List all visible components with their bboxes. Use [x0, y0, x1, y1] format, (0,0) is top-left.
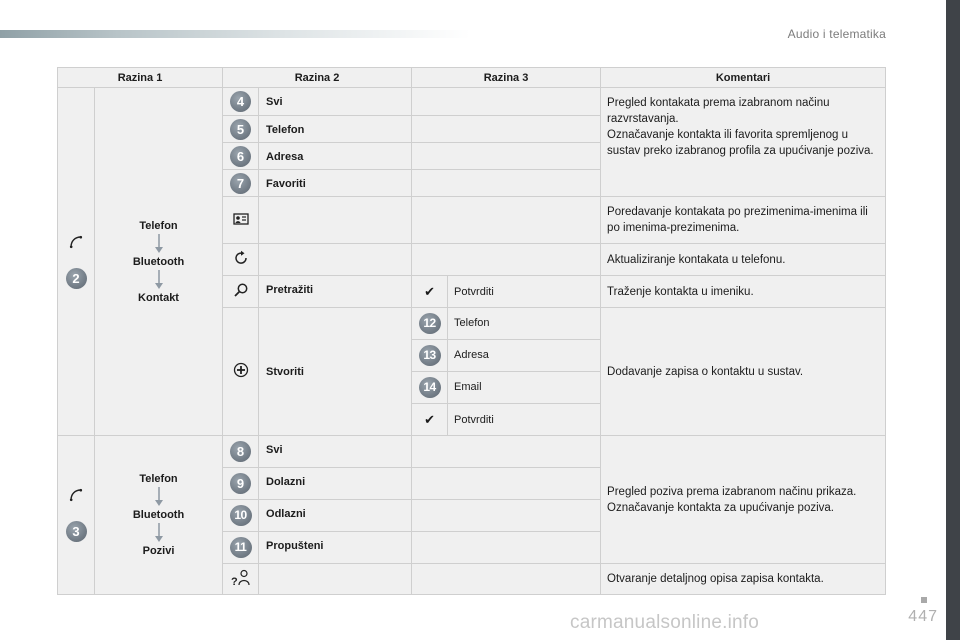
comment-cell: Otvaranje detaljnog opisa zapisa kontakta.: [601, 564, 886, 595]
level2-label: Pretražiti: [259, 276, 412, 308]
menu-table: [57, 67, 886, 595]
step-badge: 10: [230, 505, 252, 526]
level2-label: Odlazni: [259, 500, 412, 532]
badge-cell: [223, 170, 259, 197]
badge-cell: [223, 532, 259, 564]
page-marker: [921, 597, 927, 603]
empty-cell: [412, 143, 601, 170]
contact-card-icon: [233, 217, 249, 229]
arrow-down-icon: [154, 270, 164, 290]
arrow-down-icon: [154, 487, 164, 507]
arrow-down-icon: [154, 523, 164, 543]
empty-cell: [412, 468, 601, 500]
level3-label: Adresa: [448, 340, 601, 372]
level2-label: Svi: [259, 88, 412, 116]
step-badge: 9: [230, 473, 251, 494]
icon-cell: [223, 276, 259, 308]
icon-cell: [223, 564, 259, 595]
path-step: Bluetooth: [132, 255, 185, 268]
empty-cell: [412, 500, 601, 532]
level2-label: Adresa: [259, 143, 412, 170]
column-header: Razina 2: [223, 68, 412, 88]
icon-cell: [412, 404, 448, 436]
icon-cell: [223, 308, 259, 436]
column-header: Komentari: [601, 68, 886, 88]
section-title: Audio i telematika: [787, 27, 886, 41]
badge-cell: [223, 143, 259, 170]
empty-cell: [412, 244, 601, 276]
path-step: Pozivi: [142, 545, 175, 557]
empty-cell: [259, 564, 412, 595]
step-badge: 7: [230, 173, 251, 194]
step-badge: 8: [230, 441, 251, 462]
comment-cell: Aktualiziranje kontakata u telefonu.: [601, 244, 886, 276]
level2-label: Propušteni: [259, 532, 412, 564]
table-header-row: [58, 68, 886, 88]
level2-label: Stvoriti: [259, 308, 412, 436]
step-badge: 3: [66, 521, 87, 542]
badge-cell: [412, 372, 448, 404]
step-badge: 2: [66, 268, 87, 289]
path-step: Telefon: [139, 219, 178, 232]
icon-cell: [412, 276, 448, 308]
level3-label: Telefon: [448, 308, 601, 340]
empty-cell: [259, 197, 412, 244]
empty-cell: [412, 197, 601, 244]
empty-cell: [412, 436, 601, 468]
comment-cell: Pregled kontakata prema izabranom načinu razvrstavanja. Označavanje kontakta ili favorita spremljenog u sustav preko izabranog profila za upućivanje poziva.: [601, 88, 886, 197]
badge-cell: [223, 116, 259, 143]
level2-label: Telefon: [259, 116, 412, 143]
step-badge: 14: [419, 377, 441, 398]
comment-cell: Traženje kontakta u imeniku.: [601, 276, 886, 308]
path-step: Telefon: [139, 473, 178, 485]
level1-path: [95, 88, 223, 436]
path-step: Kontakt: [138, 291, 179, 304]
add-icon: [233, 369, 249, 381]
column-header: Razina 3: [412, 68, 601, 88]
page-number: 447: [908, 608, 938, 625]
arrow-down-icon: [154, 234, 164, 254]
step-badge: 13: [419, 345, 441, 366]
icon-cell: [223, 197, 259, 244]
header-gradient-bar: [0, 30, 470, 38]
column-header: Razina 1: [58, 68, 223, 88]
empty-cell: [412, 564, 601, 595]
level2-label: Dolazni: [259, 468, 412, 500]
contact-details-icon: [230, 575, 251, 590]
level3-label: Potvrditi: [448, 276, 601, 308]
phone-handset-icon: [69, 488, 83, 505]
level3-label: Potvrditi: [448, 404, 601, 436]
badge-cell: [412, 308, 448, 340]
check-icon: ✔: [424, 411, 435, 427]
level1-icon-cell: [58, 88, 95, 436]
step-badge: 6: [230, 146, 251, 167]
empty-cell: [412, 170, 601, 197]
badge-cell: [412, 340, 448, 372]
level1-path: [95, 436, 223, 595]
comment-cell: Pregled poziva prema izabranom načinu prikaza. Označavanje kontakta za upućivanje poziva.: [601, 436, 886, 564]
badge-cell: [223, 436, 259, 468]
step-badge: 4: [230, 91, 251, 112]
icon-cell: [223, 244, 259, 276]
badge-cell: [223, 468, 259, 500]
phone-handset-icon: [69, 235, 83, 252]
empty-cell: [412, 532, 601, 564]
svg-text:?: ?: [230, 575, 238, 587]
step-badge: 12: [419, 313, 441, 334]
step-badge: 5: [230, 119, 251, 140]
table-row: [58, 88, 886, 116]
comment-cell: Dodavanje zapisa o kontaktu u sustav.: [601, 308, 886, 436]
badge-cell: [223, 88, 259, 116]
empty-cell: [412, 116, 601, 143]
page-edge-bar: [946, 0, 960, 640]
level1-icon-cell: [58, 436, 95, 595]
level2-label: Favoriti: [259, 170, 412, 197]
table-row: [58, 436, 886, 468]
empty-cell: [259, 244, 412, 276]
path-step: Bluetooth: [132, 509, 185, 521]
check-icon: ✔: [424, 283, 435, 299]
step-badge: 11: [230, 537, 252, 558]
search-icon: [233, 289, 249, 301]
level2-label: Svi: [259, 436, 412, 468]
watermark: carmanualsonline.info: [570, 612, 760, 633]
badge-cell: [223, 500, 259, 532]
comment-cell: Poredavanje kontakata po prezimenima-imenima ili po imenima-prezimenima.: [601, 197, 886, 244]
level3-label: Email: [448, 372, 601, 404]
refresh-icon: [233, 257, 249, 269]
empty-cell: [412, 88, 601, 116]
